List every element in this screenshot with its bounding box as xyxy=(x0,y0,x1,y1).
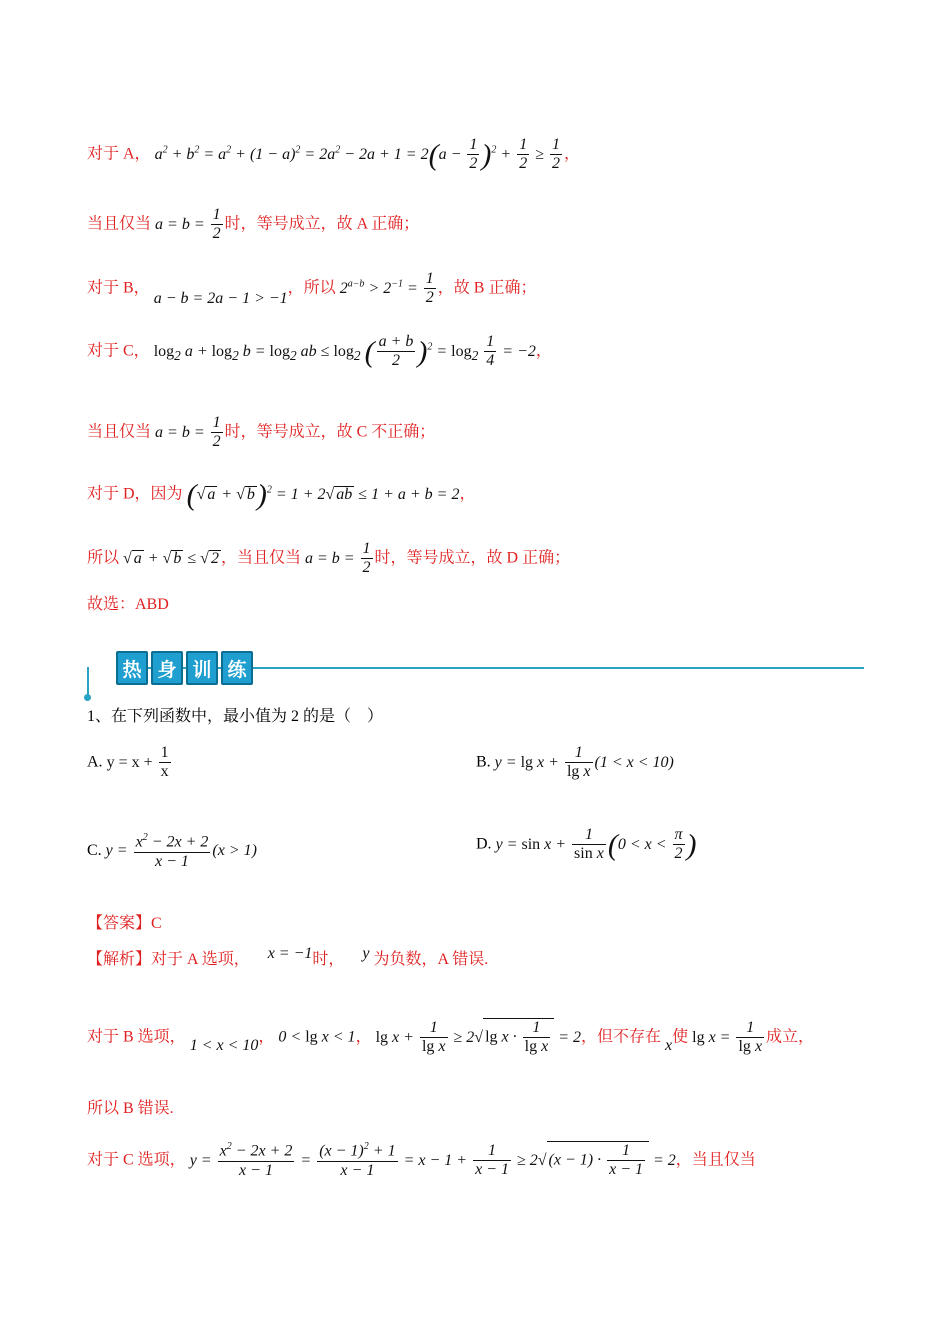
formula-b1: a − b = 2a − 1 > −1 xyxy=(153,289,288,307)
solution-eq1-label: 当且仅当 xyxy=(87,215,152,233)
analysis-a-var: y xyxy=(362,945,370,962)
analysis-b-sep2: ， xyxy=(355,1028,372,1046)
analysis-a-end: 为负数，A 错误. xyxy=(373,951,489,968)
analysis-c-formula: y = $\frac{x^2 - 2x + 2}{x - 1}$ = $\frac{(x - 1)^2 + 1}{x - 1}$ = x − 1 + $\frac{1}{x - 1}$ ≥ 2√ (x − 1) · $\frac{1}{x - 1}$ = 2 xyxy=(189,1141,676,1180)
option-b-label: B. xyxy=(476,753,491,771)
solution-line-b xyxy=(87,270,536,308)
answer-line xyxy=(87,916,162,932)
solution-a-label: 对于 A， xyxy=(87,145,151,163)
formula-s2: a = b = $\frac{1}{2}$ xyxy=(304,540,371,577)
solution-eq2-label: 当且仅当 xyxy=(87,423,152,441)
analysis-b-ineq: lg x + $\frac{1}{\text{lg x}}$ ≥ 2√ lg x · $\frac{1}{\text{lg x}}$ = 2 xyxy=(375,1019,581,1056)
analysis-label: 【解析】 xyxy=(87,951,152,968)
solution-d-end: ， xyxy=(459,485,476,503)
formula-eq1: a = b = $\frac{1}{2}$ xyxy=(155,206,221,243)
analysis-b-range2: 0 < lg x < 1 xyxy=(278,1028,356,1046)
analysis-b-eq: lg x = $\frac{1}{\text{lg x}}$ xyxy=(692,1019,763,1056)
solution-eq2-end: 时，等号成立，故 C 不正确； xyxy=(224,423,436,441)
solution-b-mid: ，所以 xyxy=(287,279,336,297)
solution-line-c xyxy=(87,333,552,371)
answer-label: 【答案】 xyxy=(87,915,152,932)
banner-char: 热 xyxy=(116,651,148,685)
banner-vertical-rule xyxy=(87,667,89,697)
analysis-line-c xyxy=(87,1141,756,1180)
option-a-label: A. xyxy=(87,753,103,771)
question-stem: 1、在下列函数中，最小值为 2 的是（ ） xyxy=(87,708,384,725)
analysis-c-end: ，当且仅当 xyxy=(675,1151,756,1169)
option-c-label: C. xyxy=(87,842,102,860)
analysis-a-text: 对于 A 选项， xyxy=(151,951,250,968)
option-d xyxy=(476,826,697,864)
option-a-formula: y = x + $\frac{1}{x}$ xyxy=(106,744,169,781)
option-c xyxy=(87,832,257,871)
solution-b-label: 对于 B， xyxy=(87,279,150,297)
option-a xyxy=(87,744,173,782)
banner-char: 练 xyxy=(221,651,253,685)
option-b-formula: y = lg x + $\frac{1}{\text{lg x}}$ (1 < x < 10) xyxy=(494,744,674,781)
analysis-b-x: x xyxy=(665,1036,673,1054)
solution-s-mid: ，当且仅当 xyxy=(220,549,301,567)
analysis-b-conclusion: 所以 B 错误. xyxy=(87,1100,174,1117)
analysis-a-formula: x = −1 xyxy=(267,945,313,962)
solution-b-end: ，故 B 正确； xyxy=(437,279,537,297)
banner-char: 训 xyxy=(186,651,218,685)
banner-dot-icon xyxy=(84,694,91,701)
solution-c-end: ， xyxy=(535,342,552,360)
option-d-formula: y = sin x + $\frac{1}{\text{sin x}}$ (0 < x < $\frac{\pi}{2}$ ) xyxy=(495,826,697,863)
analysis-a-mid: 时， xyxy=(312,951,345,968)
formula-s1: √ a + √ b ≤ √ 2 xyxy=(123,549,219,567)
formula-a: $a^2 + b^2 = a^2 + (1 - a)^2 = 2a^2 - 2a + 1 = 2(a$ − $\frac{1}{2}$ )$^2$ + $\frac{1}{2}$ ≥ $\frac{1}{2}$ xyxy=(154,136,560,173)
option-c-formula: y = $\frac{x^2 - 2x + 2}{x - 1}$ (x > 1) xyxy=(105,832,257,870)
solution-d-label: 对于 D，因为 xyxy=(87,485,183,503)
analysis-b-sep1: ， xyxy=(258,1028,275,1046)
solution-a-end: ， xyxy=(563,145,580,163)
option-b xyxy=(476,744,674,782)
solution-final: 故选：ABD xyxy=(87,596,169,613)
solution-line-d xyxy=(87,480,475,510)
analysis-b-end: 成立， xyxy=(766,1028,815,1046)
section-banner xyxy=(116,651,253,685)
analysis-b-mid: ，但不存在 xyxy=(580,1028,661,1046)
solution-s-end: 时，等号成立，故 D 正确； xyxy=(374,549,571,567)
option-d-label: D. xyxy=(476,835,492,853)
analysis-b-range1: 1 < x < 10 xyxy=(189,1036,259,1054)
answer-value: C xyxy=(151,915,162,932)
analysis-b-mid2: 使 xyxy=(672,1028,689,1046)
analysis-c-text: 对于 C 选项， xyxy=(87,1151,186,1169)
solution-line-summary xyxy=(87,540,570,578)
solution-s-label: 所以 xyxy=(87,549,120,567)
solution-line-eq2 xyxy=(87,414,435,452)
solution-line-eq1 xyxy=(87,206,419,244)
formula-eq2: a = b = $\frac{1}{2}$ xyxy=(155,414,221,451)
formula-d: (√ a + √ b)$^2$ = 1 + 2√ ab ≤ 1 + a + b = 2 xyxy=(186,478,460,511)
formula-b2: $2^{a-b} > 2^{-1}$ = $\frac{1}{2}$ xyxy=(339,270,434,307)
banner-char: 身 xyxy=(151,651,183,685)
solution-eq1-end: 时，等号成立，故 A 正确； xyxy=(224,215,420,233)
analysis-b-text: 对于 B 选项， xyxy=(87,1028,186,1046)
solution-line-a xyxy=(87,136,580,174)
formula-c: $\log_2 a + \log_2 b = \log_2$ ab ≤ $\log_2$ ( $\frac{a + b}{2}$ )$^2 = \log_2$ $\frac{1}{4}$ = −2 xyxy=(153,333,536,370)
analysis-line-a xyxy=(87,945,489,968)
solution-c-label: 对于 C， xyxy=(87,342,150,360)
analysis-line-b xyxy=(87,1018,814,1057)
